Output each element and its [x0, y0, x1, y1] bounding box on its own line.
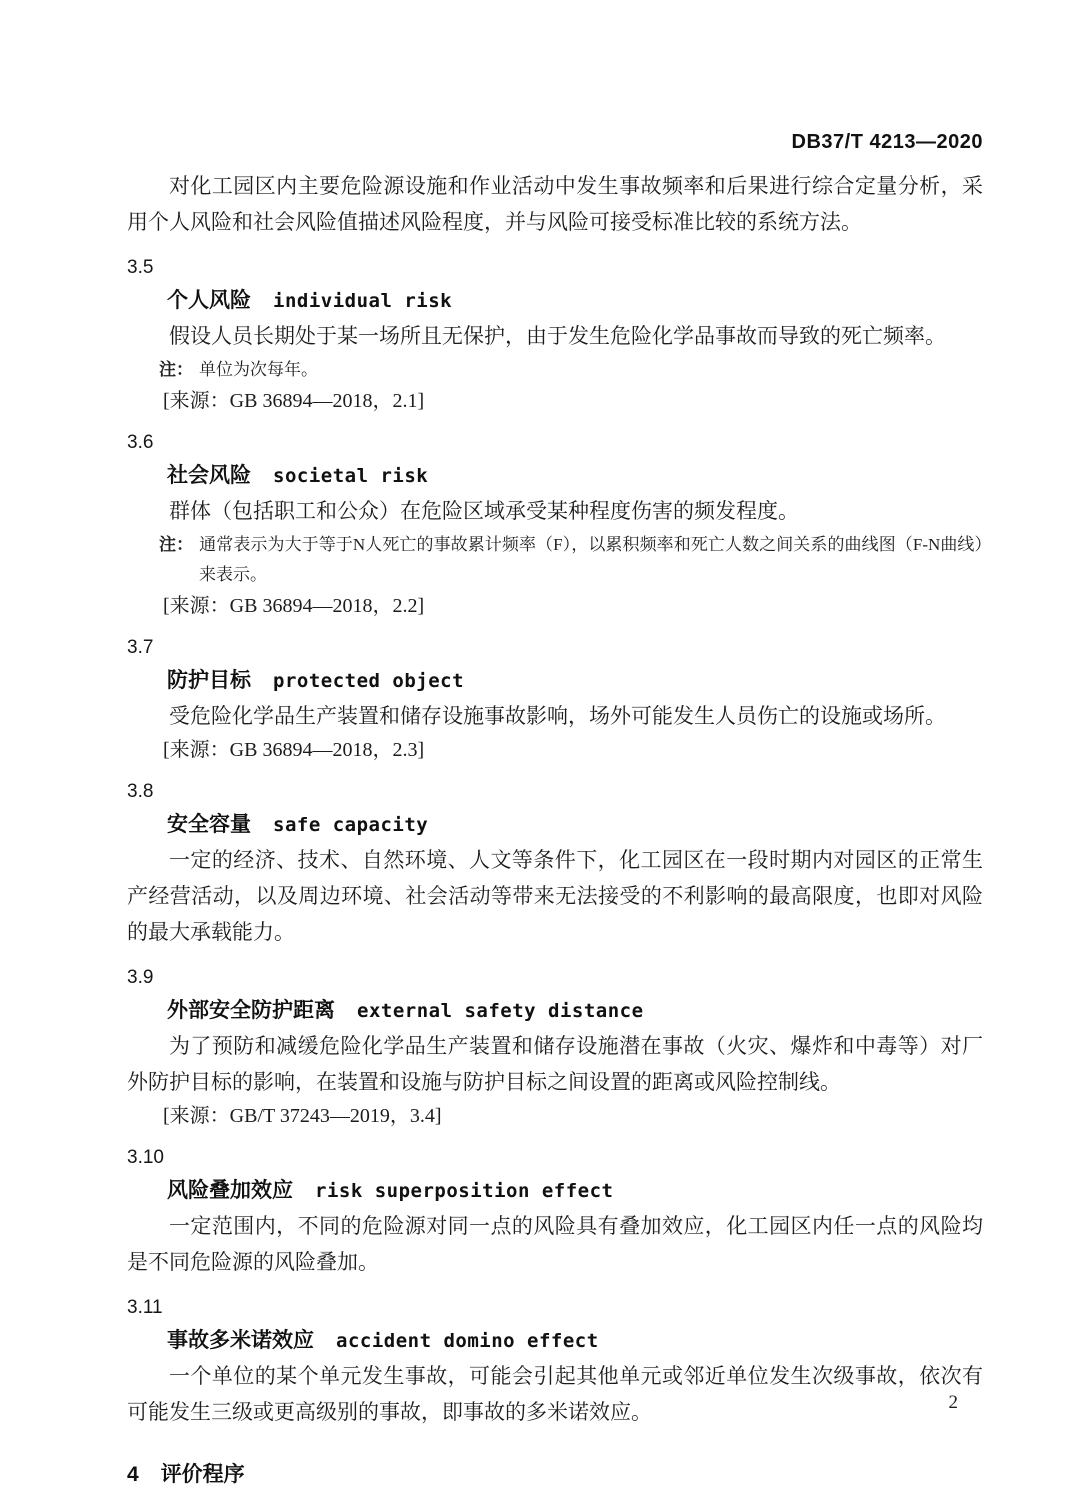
note-label: 注： — [159, 535, 194, 554]
term-en: societal risk — [273, 465, 429, 487]
term-en: individual risk — [273, 290, 453, 312]
section-3-9 — [127, 966, 983, 1130]
section-3-11 — [127, 1296, 983, 1430]
term-heading — [127, 286, 983, 318]
term-cn: 外部安全防护距离 — [167, 999, 335, 1022]
term-cn: 防护目标 — [167, 669, 251, 692]
term-cn: 风险叠加效应 — [167, 1179, 293, 1202]
definition-paragraph: 一定的经济、技术、自然环境、人文等条件下，化工园区在一段时期内对园区的正常生产经营活动，以及周边环境、社会活动等带来无法接受的不利影响的最高限度，也即对风险的最大承载能力。 — [127, 848, 983, 944]
term-heading — [127, 1176, 983, 1208]
chapter-title: 评价程序 — [160, 1463, 245, 1486]
definition-paragraph: 一个单位的某个单元发生事故，可能会引起其他单元或邻近单位发生次级事故，依次有可能发生三级或更高级别的事故，即事故的多米诺效应。 — [127, 1364, 983, 1424]
intro-paragraph: 对化工园区内主要危险源设施和作业活动中发生事故频率和后果进行综合定量分析，采用个人风险和社会风险值描述风险程度，并与风险可接受标准比较的系统方法。 — [127, 174, 983, 234]
section-3-8 — [127, 780, 983, 950]
definition-paragraph: 受危险化学品生产装置和储存设施事故影响，场外可能发生人员伤亡的设施或场所。 — [169, 704, 946, 728]
term-heading — [127, 1326, 983, 1358]
source-line: [来源：GB 36894—2018，2.3] — [163, 739, 425, 761]
definition-paragraph: 为了预防和减缓危险化学品生产装置和储存设施潜在事故（火灾、爆炸和中毒等）对厂外防护目标的影响，在装置和设施与防护目标之间设置的距离或风险控制线。 — [127, 1034, 983, 1094]
term-heading — [127, 810, 983, 842]
section-number: 3.8 — [127, 781, 154, 802]
section-number: 3.10 — [127, 1147, 164, 1168]
section-3-10 — [127, 1146, 983, 1280]
term-en: safe capacity — [273, 814, 429, 836]
definition-paragraph: 假设人员长期处于某一场所且无保护，由于发生危险化学品事故而导致的死亡频率。 — [169, 324, 946, 348]
definition-paragraph: 群体（包括职工和公众）在危险区域承受某种程度伤害的频发程度。 — [169, 499, 799, 523]
term-en: risk superposition effect — [315, 1180, 614, 1202]
chapter-4-heading — [127, 1460, 983, 1490]
term-cn: 个人风险 — [167, 289, 251, 312]
term-cn: 事故多米诺效应 — [167, 1329, 314, 1352]
definition-paragraph: 一定范围内，不同的危险源对同一点的风险具有叠加效应，化工园区内任一点的风险均是不同危险源的风险叠加。 — [127, 1214, 983, 1274]
term-cn: 安全容量 — [167, 813, 251, 836]
source-line: [来源：GB 36894—2018，2.2] — [163, 595, 425, 617]
note-text: 通常表示为大于等于N人死亡的事故累计频率（F），以累积频率和死亡人数之间关系的曲线图（F-N曲线）来表示。 — [199, 535, 984, 584]
section-3-7 — [127, 636, 983, 764]
section-number: 3.7 — [127, 637, 154, 658]
chapter-number: 4 — [127, 1463, 139, 1486]
term-cn: 社会风险 — [167, 464, 251, 487]
note-text: 单位为次每年。 — [199, 360, 318, 379]
term-heading — [127, 461, 983, 493]
section-number: 3.6 — [127, 432, 154, 453]
term-en: external safety distance — [357, 1000, 644, 1022]
term-heading — [127, 996, 983, 1028]
doc-number: DB37/T 4213—2020 — [791, 131, 983, 153]
term-en: protected object — [273, 670, 465, 692]
page-number: 2 — [948, 1392, 958, 1413]
note-label: 注： — [159, 360, 193, 379]
note — [127, 530, 983, 590]
source-line: [来源：GB 36894—2018，2.1] — [163, 390, 425, 412]
section-3-5 — [127, 256, 983, 415]
section-3-6 — [127, 431, 983, 620]
section-number: 3.11 — [127, 1297, 163, 1318]
source-line: [来源：GB/T 37243—2019，3.4] — [163, 1105, 442, 1127]
note — [127, 355, 983, 385]
section-number: 3.5 — [127, 257, 154, 278]
section-number: 3.9 — [127, 967, 154, 988]
term-heading — [127, 666, 983, 698]
term-en: accident domino effect — [336, 1330, 599, 1352]
